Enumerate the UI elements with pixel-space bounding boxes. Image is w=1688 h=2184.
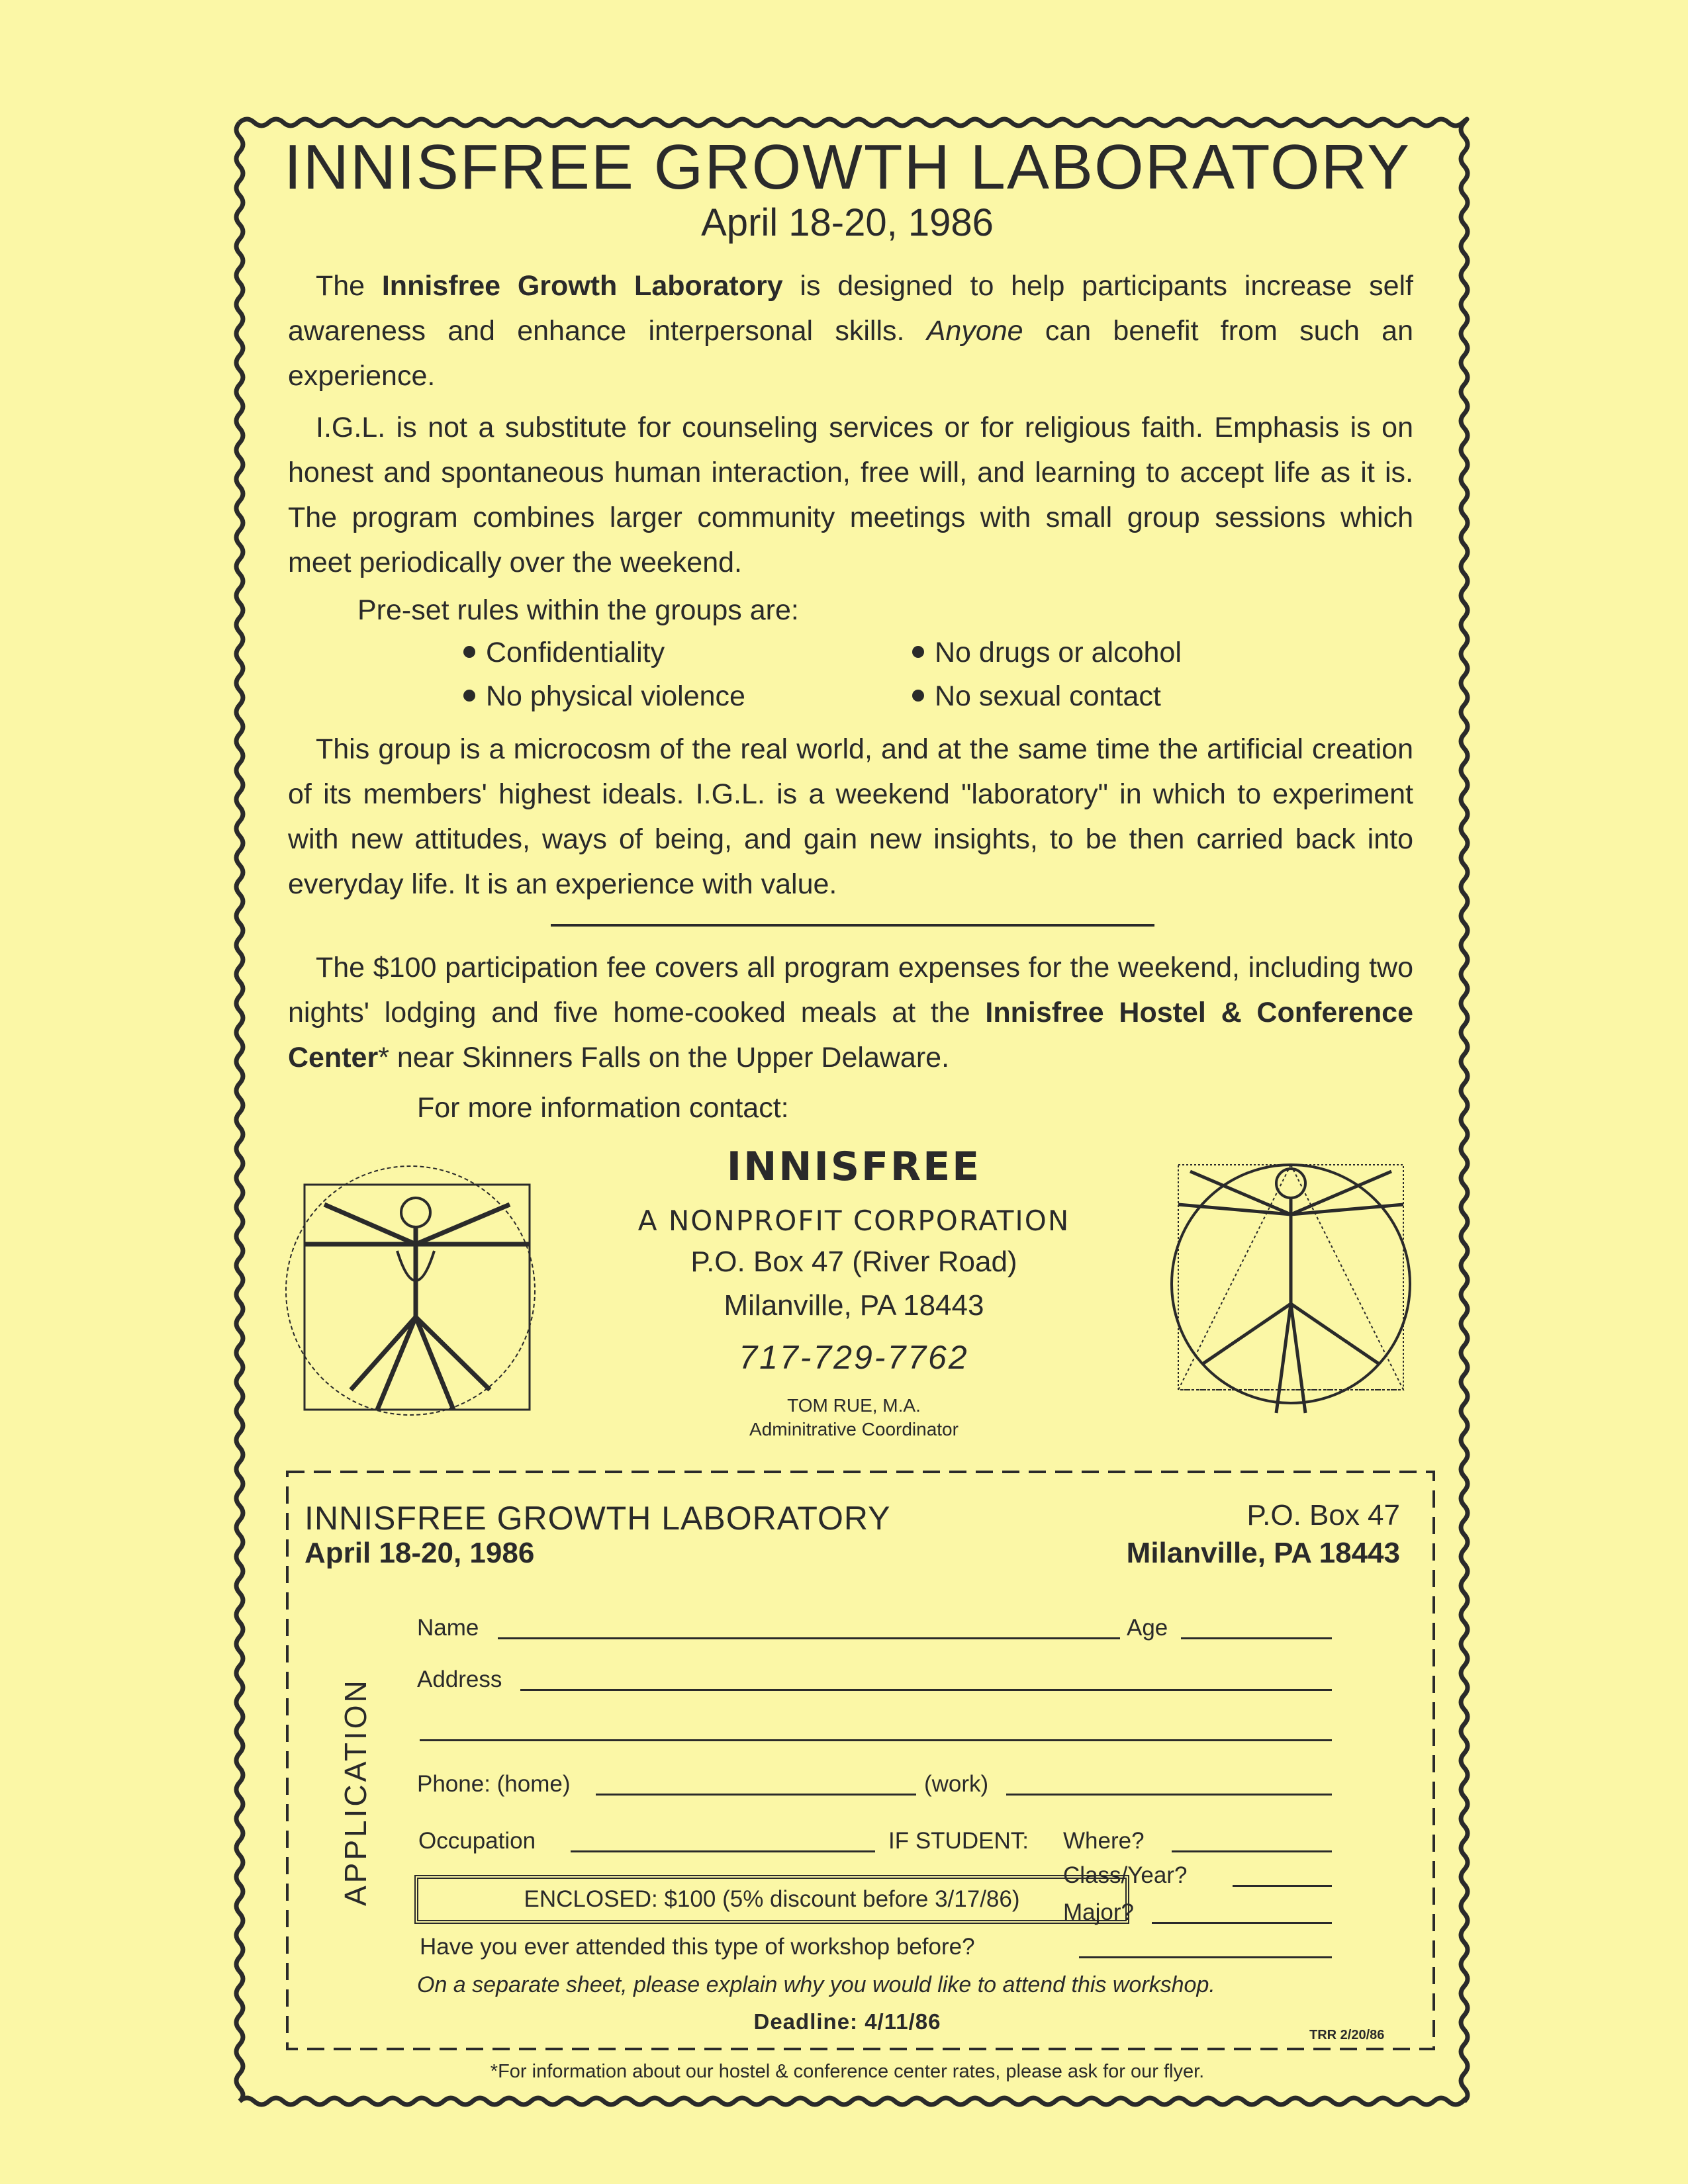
form-dates: April 18-20, 1986 [305,1537,535,1569]
phone-work-label: (work) [924,1771,989,1797]
class-year-label: Class/Year? [1063,1862,1188,1888]
attended-question: Have you ever attended this type of workshop before? [420,1934,975,1960]
bullet-icon [912,646,924,658]
form-city: Milanville, PA 18443 [1126,1537,1400,1569]
intro-paragraph: The Innisfree Growth Laboratory is designed to help participants increase self awareness and enhance interpersonal skills. Anyone can benefit from such an experience. [288,270,1413,392]
where-label: Where? [1063,1828,1145,1854]
phone-home-label: Phone: (home) [417,1771,571,1797]
bullet-icon [463,690,475,702]
student-label: IF STUDENT: [888,1828,1029,1854]
org-type: A NONPROFIT CORPORATION [637,1205,1070,1237]
attended-field[interactable] [1079,1956,1332,1958]
address-field[interactable] [520,1689,1332,1691]
age-field[interactable] [1181,1637,1332,1639]
trr-code: TRR 2/20/86 [1309,2028,1385,2042]
separate-sheet-note: On a separate sheet, please explain why you would like to attend this workshop. [417,1972,1215,1997]
age-label: Age [1127,1615,1168,1641]
contact-intro: For more information contact: [417,1092,789,1124]
page-dates: April 18-20, 1986 [701,201,994,244]
rule-item: No drugs or alcohol [912,637,1182,669]
footnote: *For information about our hostel & conference center rates, please ask for our flyer. [490,2061,1205,2082]
rule-item: No sexual contact [912,680,1161,713]
org-name: INNISFREE [726,1144,982,1190]
phone-work-field[interactable] [1006,1794,1332,1796]
microcosm-paragraph: This group is a microcosm of the real world, and at the same time the artificial creation of its members' highest ideals. I.G.L. is a weekend "laboratory" in which to experiment with new attitudes, ways of being, and gain new insights, to be then carried back into everyday life. It is an experience with value. [288,733,1413,900]
major-label: Major? [1063,1899,1134,1925]
org-address-line1: P.O. Box 47 (River Road) [690,1246,1017,1278]
org-phone: 717-729-7762 [739,1339,969,1376]
where-field[interactable] [1172,1850,1332,1852]
rules-intro: Pre-set rules within the groups are: [357,594,799,626]
fee-paragraph: The $100 participation fee covers all program expenses for the weekend, including two nights' lodging and five home-cooked meals at the Innisfree Hostel & Conference Center* near Skinners Falls on the Upper Delaware. [288,952,1413,1073]
wavy-border-edge [240,119,1467,126]
occupation-label: Occupation [418,1828,536,1854]
name-label: Name [417,1615,479,1641]
vitruvian-man-left-illustration [278,1152,556,1430]
vitruvian-man-right-illustration [1150,1152,1429,1430]
name-field[interactable] [498,1637,1120,1639]
form-title: INNISFREE GROWTH LABORATORY [305,1500,891,1537]
bullet-icon [912,690,924,702]
divider [551,924,1154,927]
org-contact-person: TOM RUE, M.A. [787,1395,921,1416]
emphasis-paragraph: I.G.L. is not a substitute for counseling services or for religious faith. Emphasis is on honest and spontaneous human interaction, free will, and learning to accept life as it is. The program combines larger community meetings with small group sessions which meet periodically over the weekend. [288,412,1413,578]
application-side-label: APPLICATION [338,1678,373,1906]
deadline: Deadline: 4/11/86 [753,2009,941,2034]
org-contact-role: Adminitrative Coordinator [749,1419,959,1439]
class-year-field[interactable] [1233,1885,1332,1887]
form-po-box: P.O. Box 47 [1246,1499,1400,1531]
org-address-line2: Milanville, PA 18443 [724,1289,984,1322]
wavy-border-edge [236,122,243,2101]
bullet-icon [463,646,475,658]
address-field-line2[interactable] [420,1739,1332,1741]
wavy-border-edge [1461,122,1468,2101]
major-field[interactable] [1152,1922,1332,1924]
address-label: Address [417,1666,502,1692]
phone-home-field[interactable] [596,1794,916,1796]
occupation-field[interactable] [571,1850,875,1852]
page-title: INNISFREE GROWTH LABORATORY [283,132,1411,203]
enclosed-fee-box: ENCLOSED: $100 (5% discount before 3/17/86) [414,1875,1129,1924]
wavy-border-edge [240,2098,1467,2105]
rule-item: No physical violence [463,680,745,713]
rule-item: Confidentiality [463,637,665,669]
